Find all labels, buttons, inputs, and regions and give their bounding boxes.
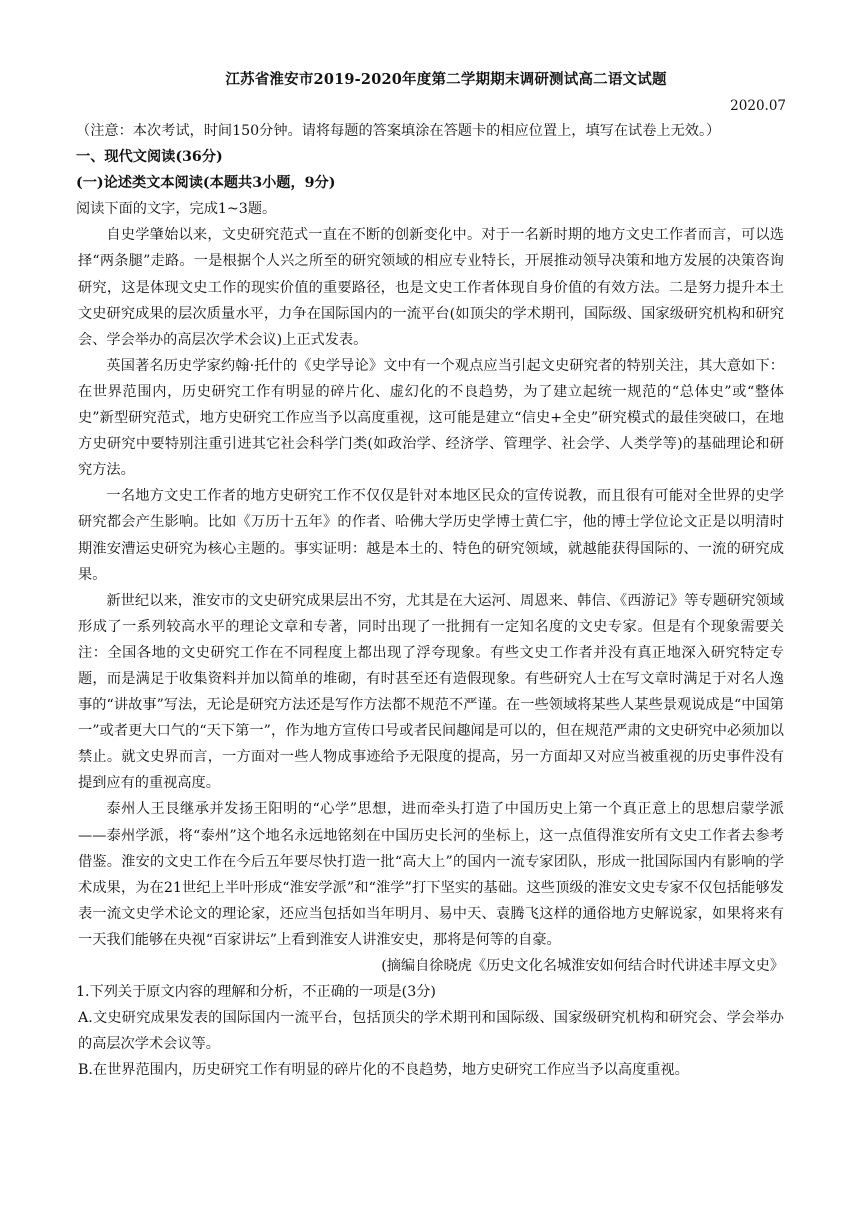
question-stem: 1.下列关于原文内容的理解和分析，不正确的一项是(3分)	[76, 984, 436, 1001]
page-title: 江苏省淮安市2019-2020年度第二学期期末调研测试高二语文试题	[225, 71, 667, 88]
exam-date: 2020.07	[730, 98, 786, 114]
passage-paragraph-4: 新世纪以来，淮安市的文史研究成果层出不穷，尤其是在大运河、周恩来、韩信、《西游记》等专题研究领域形成了一系列较高水平的理论文章和专著，同时出现了一批拥有一定知名度的文史专家。但是有个现象需要关注：全国各地的文史研究工作在不同程度上都出现了浮夸现象。有些文史工作者并没有真正地深入研究特定专题，而是满足于收集资料并加以简单的堆砌，有时甚至还有造假现象。有些研究人士在写文章时满足于对名人逸事的“讲故事”写法，无论是研究方法还是写作方法都不规范不严谨。在一些领域将某些人某些景观说成是“中国第一”或者更大口气的“天下第一”，作为地方宣传口号或者民间趣闻是可以的，但在规范严肃的文史研究中必须加以禁止。就文史界而言，一方面对一些人物成事迹给予无限度的提高，另一方面却又对应当被重视的历史事件没有提到应有的重视高度。	[78, 592, 784, 792]
passage-paragraph-3: 一名地方文史工作者的地方史研究工作不仅仅是针对本地区民众的宣传说教，而且很有可能对全世界的史学研究都会产生影响。比如《万历十五年》的作者、哈佛大学历史学博士黄仁宇，他的博士学位论文正是以明清时期淮安漕运史研究为核心主题的。事实证明：越是本土的、特色的研究领域，就越能获得国际的、一流的研究成果。	[78, 488, 784, 583]
passage-paragraph-2: 英国著名历史学家约翰·托什的《史学导论》文中有一个观点应当引起文史研究者的特别关注，其大意如下：在世界范围内，历史研究工作有明显的碎片化、虚幻化的不良趋势，为了建立起统一规范的“总体史”或“整体史”新型研究范式，地方史研究工作应当予以高度重视，这可能是建立“信史+全史”研究模式的最佳突破口，在地方史研究中要特别注重引进其它社会科学门类(如政治学、经济学、管理学、社会学、人类学等)的基础理论和研究方法。	[78, 357, 784, 479]
passage-paragraph-5: 泰州人王艮继承并发扬王阳明的“心学”思想，进而牵头打造了中国历史上第一个真正意上的思想启蒙学派——泰州学派，将“泰州”这个地名永远地铭刻在中国历史长河的坐标上，这一点值得淮安所有文史工作者去参考借鉴。淮安的文史工作在今后五年要尽快打造一批“高大上”的国内一流专家团队，形成一批国际国内有影响的学术成果，为在21世纪上半叶形成“淮安学派”和“淮学”打下坚实的基础。这些顶级的淮安文史专家不仅包括能够发表一流文史学术论文的理论家，还应当包括如当年明月、易中天、袁腾飞这样的通俗地方史解说家，如果将来有一天我们能够在央视“百家讲坛”上看到淮安人讲淮安史，那将是何等的自豪。	[78, 801, 784, 948]
section-heading: 一、现代文阅读(36分)	[76, 149, 223, 166]
exam-note: （注意：本次考试，时间150分钟。请将每题的答案填涂在答题卡的相应位置上，填写在试卷上无效。）	[76, 123, 721, 139]
reading-instruction: 阅读下面的文字，完成1~3题。	[76, 201, 277, 218]
passage-source: (摘编自徐晓虎《历史文化名城淮安如何结合时代讲述丰厚文史》	[381, 958, 784, 974]
exam-page	[78, 66, 784, 1083]
section-subheading: (一)论述类文本阅读(本题共3小题，9分)	[76, 175, 336, 192]
passage-paragraph-1: 自史学肇始以来，文史研究范式一直在不断的创新变化中。对于一名新时期的地方文史工作者而言，可以选择“两条腿”走路。一是根据个人兴之所至的研究领域的相应专业特长，开展推动领导决策和地方发展的决策咨询研究，这是体现文史工作的现实价值的重要路径，也是文史工作者体现自身价值的有效方法。二是努力提升本土文史研究成果的层次质量水平，力争在国际国内的一流平台(如顶尖的学术期刊，国际级、国家级研究机构和研究会、学会举办的高层次学术会议)上正式发表。	[78, 227, 784, 348]
question-option-b: B.在世界范围内，历史研究工作有明显的碎片化的不良趋势，地方史研究工作应当予以高度重视。	[78, 1062, 689, 1079]
question-option-a: A.文史研究成果发表的国际国内一流平台，包括顶尖的学术期刊和国际级、国家级研究机构和研究会、学会举办的高层次学术会议等。	[78, 1010, 784, 1053]
